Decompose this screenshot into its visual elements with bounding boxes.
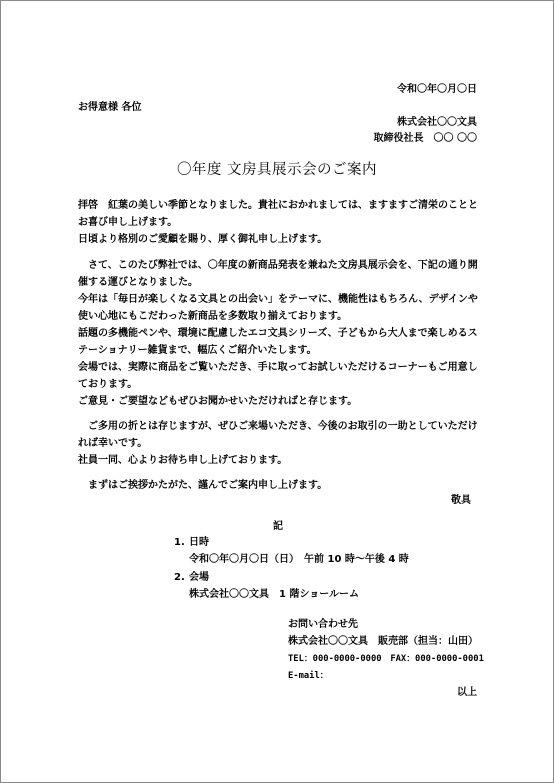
body-line: 拝啓 紅葉の美しい季節となりました。貴社におかれましては、ますますご清栄のことと [78, 200, 478, 211]
body-line: 日頃より格別のご愛顧を賜り、厚く御礼申し上げます。 [78, 234, 328, 245]
item-value: 令和〇年〇月〇日（日） 午前 10 時～午後 4 時 [189, 554, 409, 565]
sender-company: 株式会社〇〇文具 [397, 117, 477, 128]
contact-email: E-mail： [288, 671, 329, 681]
date: 令和〇年〇月〇日 [397, 84, 477, 95]
body-line: れば幸いです。 [78, 438, 148, 449]
body-line: ご意見・ご要望などもぜひお聞かせいただければと存じます。 [78, 396, 358, 407]
item-label: 会場 [189, 572, 209, 583]
body-line: 使い心地にもこだわった新商品を多数取り揃えております。 [78, 311, 348, 322]
sender-name: 取締役社長 〇〇 〇〇 [373, 133, 477, 144]
body-line: テーショナリー雑貨まで、幅広くご紹介いたします。 [78, 345, 317, 356]
body-line: 催する運びとなりました。 [78, 277, 198, 288]
item-value: 株式会社〇〇文具 1 階ショールーム [189, 589, 360, 600]
body-line: まずはご挨拶かたがた、謹んでご案内申し上げます。 [78, 480, 328, 491]
body-line: 話題の多機能ペンや、環境に配慮したエコ文具シリーズ、子どもから大人まで楽しめるス [78, 328, 478, 339]
body-line: 社員一同、心よりお待ち申し上げております。 [78, 455, 288, 466]
details-heading: 記 [273, 521, 283, 532]
body-line: 今年は「毎日が楽しくなる文具との出会い」をテーマに、機能性はもちろん、デザインや [78, 294, 478, 305]
body-line: お喜び申し上げます。 [78, 217, 178, 228]
contact-dept: 株式会社〇〇文具 販売部（担当：山田） [288, 636, 478, 647]
item-number: 1. [174, 537, 185, 548]
item-label: 日時 [189, 537, 209, 548]
body-line: ご多用の折とは存じますが、ぜひご来場いただき、今後のお取引の一助としていただけ [78, 421, 478, 432]
body-line: さて、このたび弊社では、〇年度の新商品発表を兼ねた文房具展示会を、下記の通り開 [78, 260, 478, 271]
end-ijou: 以上 [457, 687, 477, 698]
recipient: お得意様 各位 [78, 102, 142, 113]
body-line: 会場では、実際に商品をご覧いただき、手に取ってお試しいただけるコーナーもご用意し [78, 362, 478, 373]
item-number: 2. [174, 572, 185, 583]
document-title: 〇年度 文房具展示会のご案内 [176, 162, 378, 178]
closing-keigu: 敬具 [451, 495, 471, 506]
body-line: ております。 [78, 379, 138, 390]
contact-phone-fax: TEL：000-0000-0000 FAX：000-0000-0001 [288, 654, 484, 664]
contact-heading: お問い合わせ先 [288, 619, 358, 630]
